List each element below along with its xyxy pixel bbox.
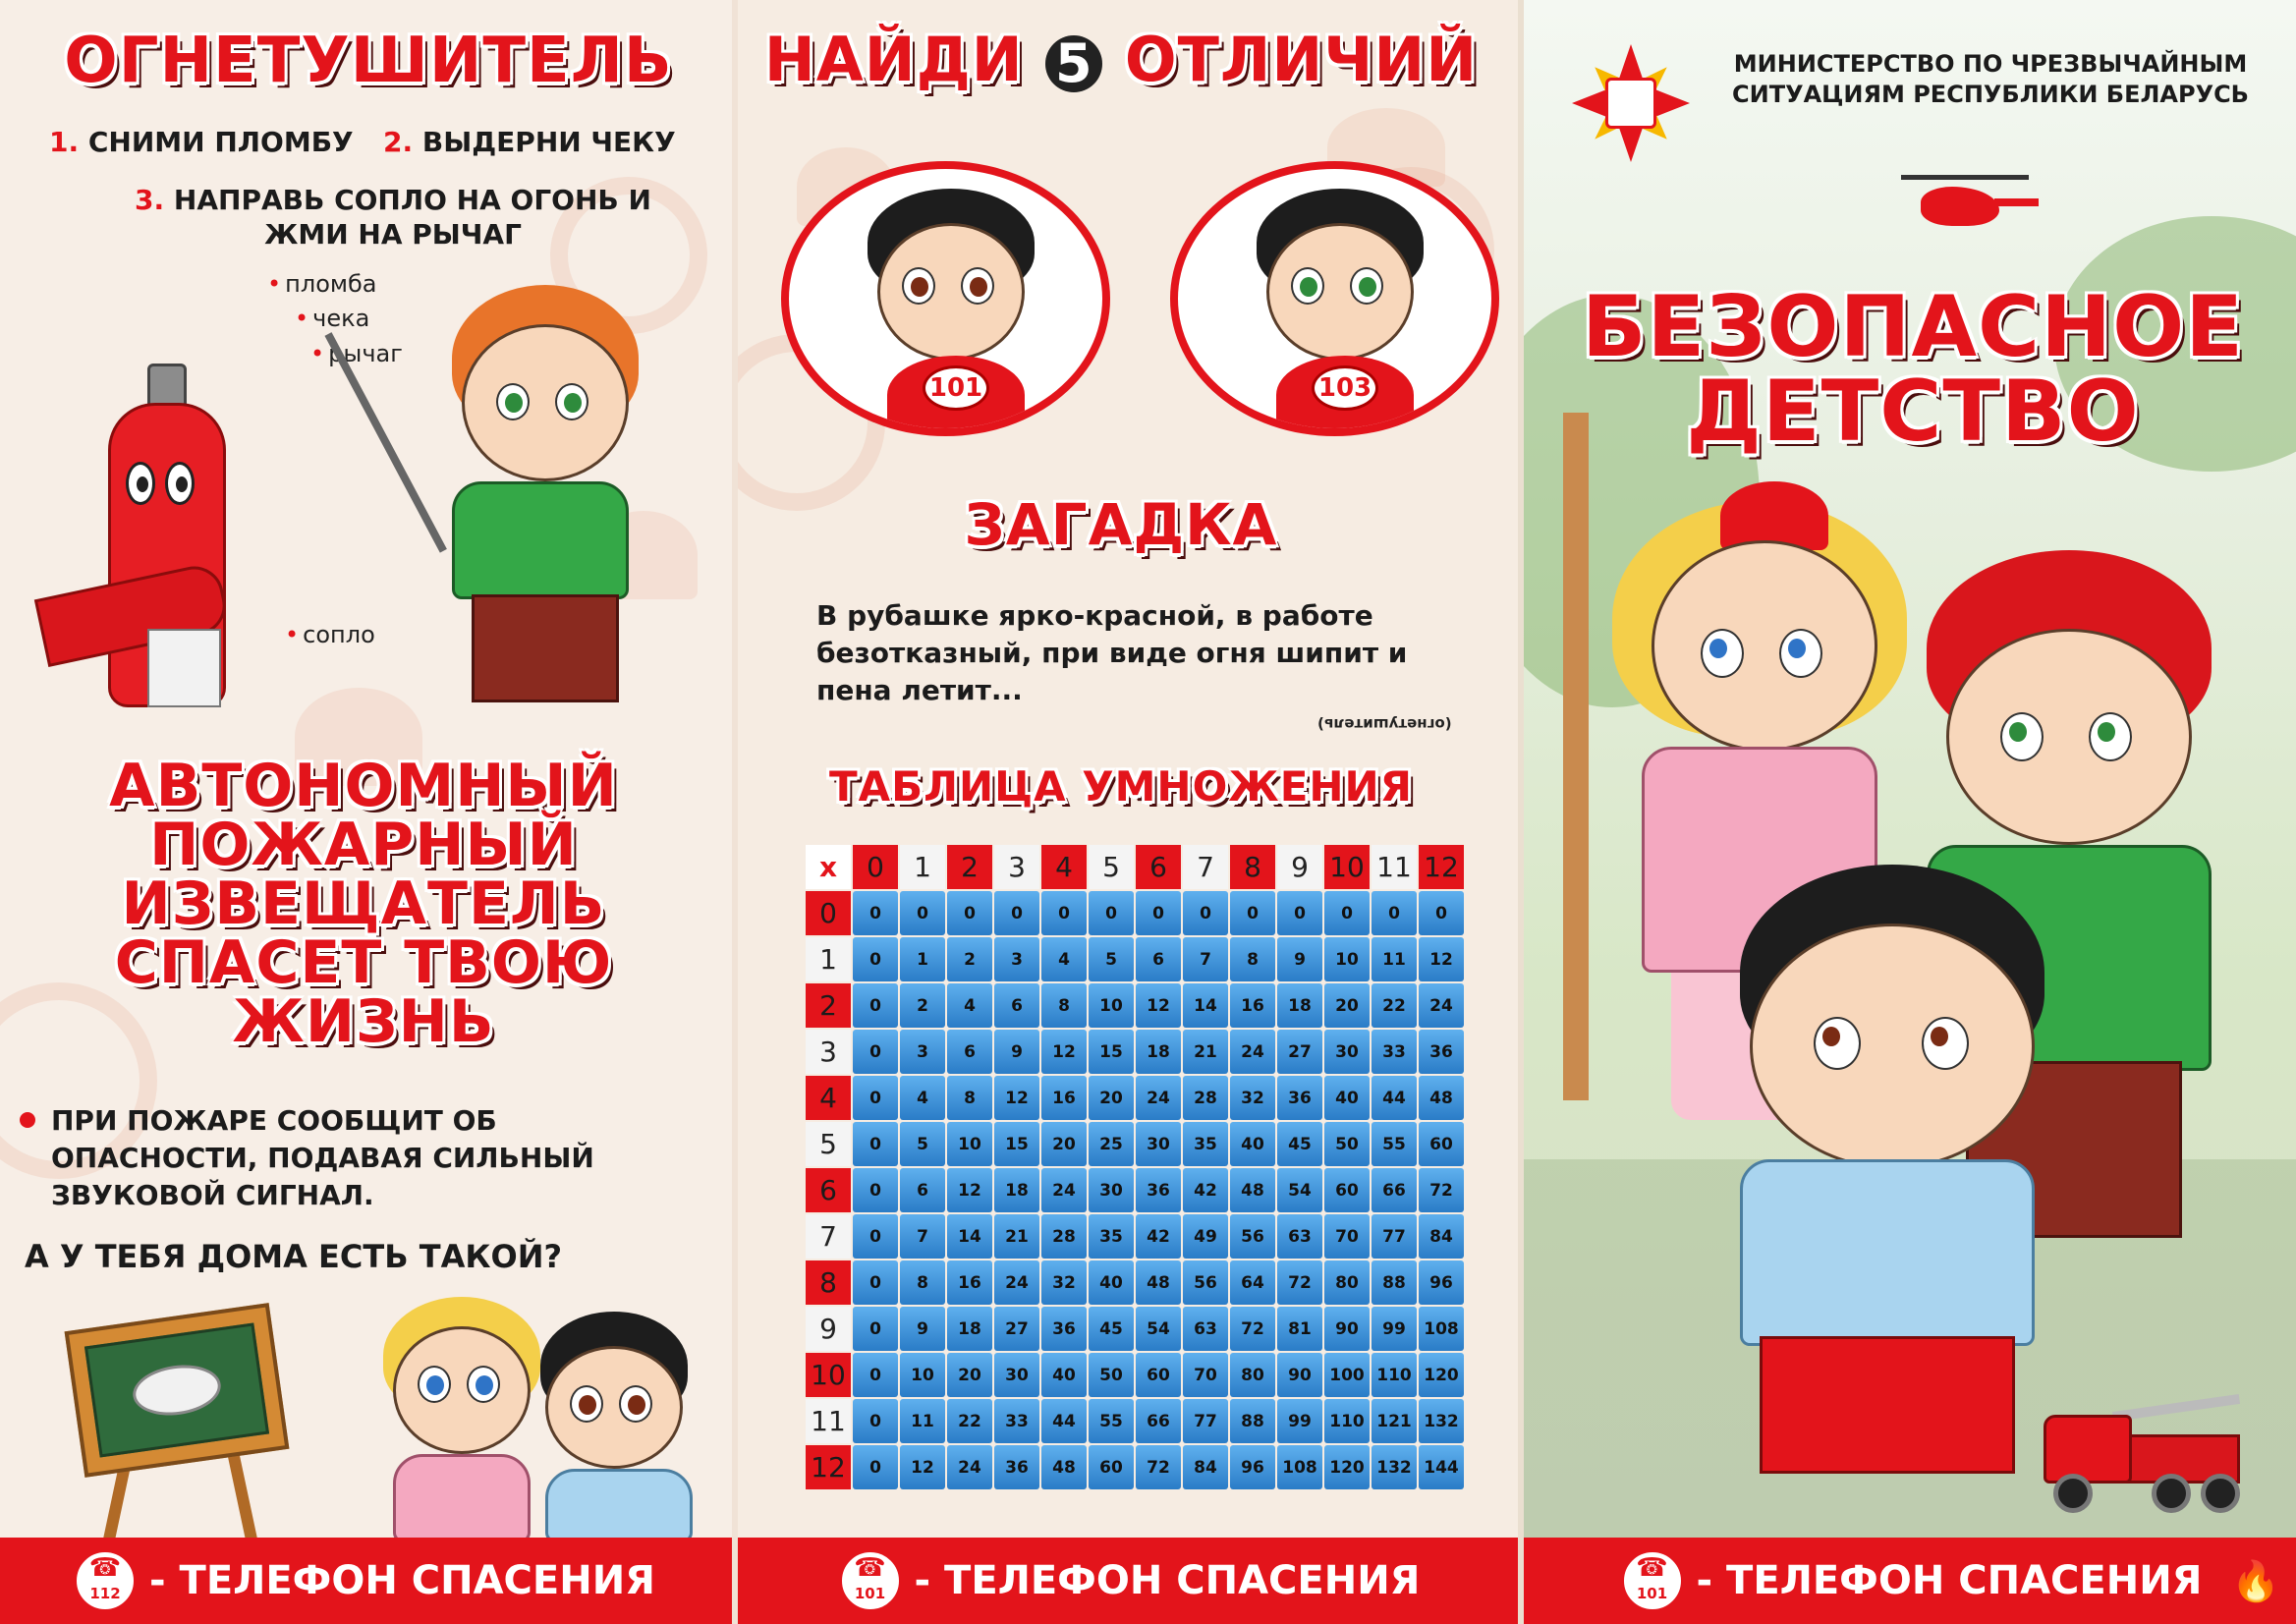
table-header-cell: 5 — [806, 1122, 851, 1166]
phone-icon: ☎ 101 — [1624, 1552, 1681, 1609]
table-cell: 11 — [1372, 937, 1417, 981]
table-header-cell: 1 — [806, 937, 851, 981]
table-cell: 18 — [947, 1307, 992, 1351]
table-cell: 0 — [1136, 891, 1181, 935]
table-cell: 24 — [947, 1445, 992, 1489]
table-cell: 8 — [900, 1260, 945, 1305]
eye-icon — [1350, 267, 1383, 305]
eye-icon — [555, 383, 588, 420]
table-cell: 11 — [900, 1399, 945, 1443]
table-cell: 32 — [1041, 1260, 1087, 1305]
table-cell: 110 — [1372, 1353, 1417, 1397]
table-cell: 12 — [1041, 1030, 1087, 1074]
table-cell: 0 — [994, 891, 1039, 935]
table-row — [806, 891, 1464, 935]
table-cell: 4 — [900, 1076, 945, 1120]
multiplication-table — [804, 843, 1466, 1491]
table-cell: 0 — [853, 1353, 898, 1397]
table-cell: 48 — [1419, 1076, 1464, 1120]
eye-icon — [1779, 629, 1822, 678]
table-cell: 132 — [1419, 1399, 1464, 1443]
table-cell: 80 — [1230, 1353, 1275, 1397]
table-cell: 24 — [994, 1260, 1039, 1305]
eye-icon — [1701, 629, 1744, 678]
table-header-cell: 9 — [1277, 845, 1322, 889]
table-cell: 81 — [1277, 1307, 1322, 1351]
table-cell: 54 — [1136, 1307, 1181, 1351]
eye-icon — [1922, 1017, 1969, 1070]
label-plomba: • пломба — [267, 270, 376, 298]
eye-icon — [165, 462, 195, 505]
table-cell: 0 — [1419, 891, 1464, 935]
table-cell: 0 — [900, 891, 945, 935]
table-cell: 12 — [1419, 937, 1464, 981]
extinguisher-label — [147, 629, 221, 707]
table-cell: 36 — [1277, 1076, 1322, 1120]
phone-icon: ☎ 112 — [77, 1552, 134, 1609]
bg-tree-trunk — [1563, 413, 1589, 1100]
table-cell: 0 — [853, 1260, 898, 1305]
table-row — [806, 1260, 1464, 1305]
table-header-cell: 0 — [806, 891, 851, 935]
table-cell: 6 — [1136, 937, 1181, 981]
eye-icon — [2000, 712, 2044, 761]
table-row — [806, 983, 1464, 1028]
table-cell: 45 — [1277, 1122, 1322, 1166]
table-cell: 42 — [1183, 1168, 1228, 1212]
eye-icon — [961, 267, 994, 305]
boy-teacher-illustration — [432, 285, 658, 727]
table-cell: 0 — [1183, 891, 1228, 935]
eye-icon — [1814, 1017, 1861, 1070]
table-cell: 28 — [1183, 1076, 1228, 1120]
table-cell: 72 — [1230, 1307, 1275, 1351]
table-cell: 8 — [1041, 983, 1087, 1028]
table-cell: 0 — [1372, 891, 1417, 935]
table-cell: 60 — [1419, 1122, 1464, 1166]
table-cell: 0 — [853, 937, 898, 981]
table-cell: 30 — [1136, 1122, 1181, 1166]
table-header-cell: 12 — [806, 1445, 851, 1489]
table-cell: 0 — [853, 1399, 898, 1443]
table-cell: 0 — [853, 1214, 898, 1259]
table-cell: 24 — [1136, 1076, 1181, 1120]
table-header-cell: 8 — [806, 1260, 851, 1305]
table-cell: 70 — [1183, 1353, 1228, 1397]
eye-icon — [126, 462, 155, 505]
table-row — [806, 937, 1464, 981]
table-cell: 32 — [1230, 1076, 1275, 1120]
table-cell: 25 — [1089, 1122, 1134, 1166]
eye-icon — [570, 1385, 603, 1423]
table-row — [806, 1076, 1464, 1120]
boy-illustration — [1720, 865, 2074, 1552]
table-cell: 3 — [994, 937, 1039, 981]
eye-icon — [1291, 267, 1324, 305]
table-cell: 108 — [1419, 1307, 1464, 1351]
table-header-row — [806, 845, 1464, 889]
table-cell: 0 — [853, 1445, 898, 1489]
extinguisher-title: ОГНЕТУШИТЕЛЬ — [64, 25, 673, 97]
table-row — [806, 1399, 1464, 1443]
table-cell: 0 — [853, 1168, 898, 1212]
table-cell: 6 — [947, 1030, 992, 1074]
table-row — [806, 1030, 1464, 1074]
riddle-text: В рубашке ярко-красной, в работе безотказный, при виде огня шипит и пена летит... — [816, 599, 1408, 706]
table-cell: 100 — [1324, 1353, 1370, 1397]
table-cell: 14 — [1183, 983, 1228, 1028]
table-cell: 33 — [1372, 1030, 1417, 1074]
footer-rescue-phone: ☎ 101 - ТЕЛЕФОН СПАСЕНИЯ — [738, 1538, 1518, 1624]
table-cell: 80 — [1324, 1260, 1370, 1305]
table-cell: 88 — [1372, 1260, 1417, 1305]
table-cell: 15 — [994, 1122, 1039, 1166]
mchs-emblem-icon — [1572, 44, 1690, 162]
footer-rescue-phone: ☎ 101 - ТЕЛЕФОН СПАСЕНИЯ 🔥 — [1524, 1538, 2296, 1624]
table-cell: 10 — [947, 1122, 992, 1166]
table-cell: 144 — [1419, 1445, 1464, 1489]
panel-extinguisher — [0, 0, 732, 1624]
table-row — [806, 1122, 1464, 1166]
table-cell: 15 — [1089, 1030, 1134, 1074]
table-cell: 48 — [1136, 1260, 1181, 1305]
table-cell: 0 — [1230, 891, 1275, 935]
table-cell: 44 — [1372, 1076, 1417, 1120]
table-cell: 9 — [1277, 937, 1322, 981]
table-cell: 0 — [947, 891, 992, 935]
table-cell: 121 — [1372, 1399, 1417, 1443]
table-cell: 30 — [1089, 1168, 1134, 1212]
find-differences-title: НАЙДИ 5 ОТЛИЧИЙ — [763, 24, 1479, 95]
table-cell: 10 — [1089, 983, 1134, 1028]
table-cell: 0 — [853, 983, 898, 1028]
table-cell: 96 — [1230, 1445, 1275, 1489]
table-cell: 6 — [900, 1168, 945, 1212]
helicopter-icon — [1901, 167, 2039, 236]
panel-games — [732, 0, 1518, 1624]
table-cell: 64 — [1230, 1260, 1275, 1305]
table-cell: 28 — [1041, 1214, 1087, 1259]
table-cell: 54 — [1277, 1168, 1322, 1212]
table-cell: 56 — [1230, 1214, 1275, 1259]
step-1: 1. СНИМИ ПЛОМБУ — [49, 126, 354, 158]
table-cell: 0 — [853, 1122, 898, 1166]
table-cell: 8 — [1230, 937, 1275, 981]
table-row — [806, 1353, 1464, 1397]
table-header-cell: 0 — [853, 845, 898, 889]
table-cell: 27 — [994, 1307, 1039, 1351]
difference-picture-left — [781, 161, 1110, 436]
table-cell: 50 — [1324, 1122, 1370, 1166]
table-cell: 110 — [1324, 1399, 1370, 1443]
table-cell: 9 — [994, 1030, 1039, 1074]
table-cell: 0 — [853, 891, 898, 935]
table-header-cell: 11 — [1372, 845, 1417, 889]
eye-icon — [467, 1366, 500, 1403]
table-cell: 12 — [1136, 983, 1181, 1028]
table-header-cell: 5 — [1089, 845, 1134, 889]
table-cell: 12 — [994, 1076, 1039, 1120]
table-cell: 60 — [1089, 1445, 1134, 1489]
table-cell: 12 — [947, 1168, 992, 1212]
table-cell: 72 — [1277, 1260, 1322, 1305]
detector-description: ПРИ ПОЖАРЕ СООБЩИТ ОБ ОПАСНОСТИ, ПОДАВАЯ СИЛЬНЫЙ ЗВУКОВОЙ СИГНАЛ. — [20, 1102, 707, 1213]
table-cell: 7 — [1183, 937, 1228, 981]
table-cell: 120 — [1324, 1445, 1370, 1489]
table-cell: 96 — [1419, 1260, 1464, 1305]
table-cell: 22 — [1372, 983, 1417, 1028]
table-cell: 88 — [1230, 1399, 1275, 1443]
label-soplo: • сопло — [285, 621, 375, 648]
table-cell: 1 — [900, 937, 945, 981]
table-header-cell: 4 — [806, 1076, 851, 1120]
table-cell: 40 — [1324, 1076, 1370, 1120]
table-cell: 14 — [947, 1214, 992, 1259]
eye-icon — [619, 1385, 652, 1423]
table-cell: 50 — [1089, 1353, 1134, 1397]
table-header-cell: 4 — [1041, 845, 1087, 889]
table-cell: 48 — [1041, 1445, 1087, 1489]
table-cell: 55 — [1372, 1122, 1417, 1166]
table-row — [806, 1307, 1464, 1351]
panel-cover — [1518, 0, 2296, 1624]
label-rychag: • рычаг — [310, 340, 403, 367]
table-cell: 3 — [900, 1030, 945, 1074]
eye-icon — [496, 383, 530, 420]
smoke-detector-board — [65, 1303, 290, 1478]
table-cell: 77 — [1183, 1399, 1228, 1443]
table-header-cell: 7 — [806, 1214, 851, 1259]
table-cell: 24 — [1041, 1168, 1087, 1212]
table-cell: 20 — [1324, 983, 1370, 1028]
table-cell: 30 — [1324, 1030, 1370, 1074]
table-cell: 18 — [1277, 983, 1322, 1028]
table-cell: 16 — [947, 1260, 992, 1305]
table-cell: 84 — [1183, 1445, 1228, 1489]
table-header-cell: 7 — [1183, 845, 1228, 889]
table-cell: 0 — [1041, 891, 1087, 935]
table-cell: 36 — [1041, 1307, 1087, 1351]
table-cell: 8 — [947, 1076, 992, 1120]
footer-rescue-phone: ☎ 112 - ТЕЛЕФОН СПАСЕНИЯ — [0, 1538, 732, 1624]
table-cell: 0 — [853, 1307, 898, 1351]
table-header-cell: 6 — [1136, 845, 1181, 889]
table-cell: 30 — [994, 1353, 1039, 1397]
table-cell: 66 — [1372, 1168, 1417, 1212]
table-cell: 0 — [1089, 891, 1134, 935]
table-header-cell: 3 — [994, 845, 1039, 889]
table-header-cell: 1 — [900, 845, 945, 889]
table-cell: 63 — [1183, 1307, 1228, 1351]
table-cell: 5 — [900, 1122, 945, 1166]
table-header-cell: 10 — [806, 1353, 851, 1397]
riddle-answer: (огнетушитель) — [1317, 715, 1452, 733]
table-header-cell: 2 — [947, 845, 992, 889]
table-cell: 40 — [1089, 1260, 1134, 1305]
table-cell: 48 — [1230, 1168, 1275, 1212]
table-cell: 9 — [900, 1307, 945, 1351]
eye-icon — [902, 267, 935, 305]
detector-question: А У ТЕБЯ ДОМА ЕСТЬ ТАКОЙ? — [25, 1238, 563, 1275]
table-cell: 90 — [1324, 1307, 1370, 1351]
table-cell: 16 — [1041, 1076, 1087, 1120]
table-row — [806, 1168, 1464, 1212]
table-cell: 45 — [1089, 1307, 1134, 1351]
table-cell: 18 — [994, 1168, 1039, 1212]
table-cell: 99 — [1277, 1399, 1322, 1443]
table-cell: 60 — [1324, 1168, 1370, 1212]
kids-illustration — [373, 1297, 707, 1542]
table-cell: 66 — [1136, 1399, 1181, 1443]
table-cell: 24 — [1230, 1030, 1275, 1074]
table-cell: 20 — [947, 1353, 992, 1397]
detector-title: АВТОНОМНЫЙ ПОЖАРНЫЙ ИЗВЕЩАТЕЛЬ СПАСЕТ ТВОЮ ЖИЗНЬ — [109, 752, 618, 1056]
table-cell: 0 — [853, 1076, 898, 1120]
table-cell: 21 — [1183, 1030, 1228, 1074]
table-cell: 36 — [994, 1445, 1039, 1489]
difference-picture-right — [1170, 161, 1499, 436]
table-cell: 132 — [1372, 1445, 1417, 1489]
table-cell: 10 — [900, 1353, 945, 1397]
table-cell: 99 — [1372, 1307, 1417, 1351]
table-cell: 42 — [1136, 1214, 1181, 1259]
fire-icon: 🔥 — [2231, 1558, 2280, 1604]
table-cell: 27 — [1277, 1030, 1322, 1074]
table-cell: 0 — [1324, 891, 1370, 935]
table-header-cell: 8 — [1230, 845, 1275, 889]
table-cell: 72 — [1136, 1445, 1181, 1489]
table-cell: 0 — [1277, 891, 1322, 935]
table-cell: 2 — [947, 937, 992, 981]
table-cell: 55 — [1089, 1399, 1134, 1443]
smoke-detector-icon — [130, 1360, 224, 1421]
table-cell: 5 — [1089, 937, 1134, 981]
table-cell: 84 — [1419, 1214, 1464, 1259]
table-cell: 10 — [1324, 937, 1370, 981]
table-cell: 44 — [1041, 1399, 1087, 1443]
table-cell: 70 — [1324, 1214, 1370, 1259]
table-cell: 36 — [1136, 1168, 1181, 1212]
table-cell: 4 — [947, 983, 992, 1028]
phone-icon: ☎ 101 — [842, 1552, 899, 1609]
phone-icon: 103 — [1276, 356, 1414, 434]
eye-icon — [2089, 712, 2132, 761]
table-cell: 56 — [1183, 1260, 1228, 1305]
table-cell: 33 — [994, 1399, 1039, 1443]
multiplication-table-title: ТАБЛИЦА УМНОЖЕНИЯ — [828, 762, 1414, 811]
table-header-cell: 10 — [1324, 845, 1370, 889]
label-cheka: • чека — [295, 305, 369, 332]
table-cell: 16 — [1230, 983, 1275, 1028]
table-header-cell: 6 — [806, 1168, 851, 1212]
table-cell: 0 — [853, 1030, 898, 1074]
table-header-cell: 11 — [806, 1399, 851, 1443]
table-cell: 7 — [900, 1214, 945, 1259]
table-cell: 40 — [1230, 1122, 1275, 1166]
table-cell: 6 — [994, 983, 1039, 1028]
table-cell: 35 — [1089, 1214, 1134, 1259]
table-cell: 36 — [1419, 1030, 1464, 1074]
table-cell: 4 — [1041, 937, 1087, 981]
table-header-cell: 12 — [1419, 845, 1464, 889]
table-cell: 22 — [947, 1399, 992, 1443]
table-cell: 120 — [1419, 1353, 1464, 1397]
riddle-title: ЗАГАДКА — [964, 491, 1278, 558]
table-header-cell: 3 — [806, 1030, 851, 1074]
step-2: 2. ВЫДЕРНИ ЧЕКУ — [383, 126, 676, 158]
table-cell: 18 — [1136, 1030, 1181, 1074]
table-row — [806, 1214, 1464, 1259]
table-cell: 35 — [1183, 1122, 1228, 1166]
eye-icon — [418, 1366, 451, 1403]
table-cell: 49 — [1183, 1214, 1228, 1259]
table-corner: x — [806, 845, 851, 889]
step-3: 3. НАПРАВЬ СОПЛО НА ОГОНЬ И ЖМИ НА РЫЧАГ — [135, 184, 651, 251]
table-cell: 72 — [1419, 1168, 1464, 1212]
table-header-cell: 9 — [806, 1307, 851, 1351]
table-row — [806, 1445, 1464, 1489]
table-cell: 40 — [1041, 1353, 1087, 1397]
fire-truck-toy-icon — [2044, 1395, 2250, 1513]
table-cell: 108 — [1277, 1445, 1322, 1489]
table-cell: 90 — [1277, 1353, 1322, 1397]
table-cell: 24 — [1419, 983, 1464, 1028]
table-cell: 12 — [900, 1445, 945, 1489]
phone-icon: 101 — [887, 356, 1025, 434]
cover-title: БЕЗОПАСНОЕ ДЕТСТВО — [1582, 278, 2244, 461]
table-cell: 20 — [1041, 1122, 1087, 1166]
table-cell: 63 — [1277, 1214, 1322, 1259]
table-header-cell: 2 — [806, 983, 851, 1028]
table-cell: 60 — [1136, 1353, 1181, 1397]
number-badge: 5 — [1045, 35, 1102, 92]
table-cell: 21 — [994, 1214, 1039, 1259]
table-cell: 2 — [900, 983, 945, 1028]
table-cell: 77 — [1372, 1214, 1417, 1259]
ministry-name: МИНИСТЕРСТВО ПО ЧРЕЗВЫЧАЙНЫМ СИТУАЦИЯМ РЕСПУБЛИКИ БЕЛАРУСЬ — [1732, 50, 2249, 109]
table-cell: 20 — [1089, 1076, 1134, 1120]
